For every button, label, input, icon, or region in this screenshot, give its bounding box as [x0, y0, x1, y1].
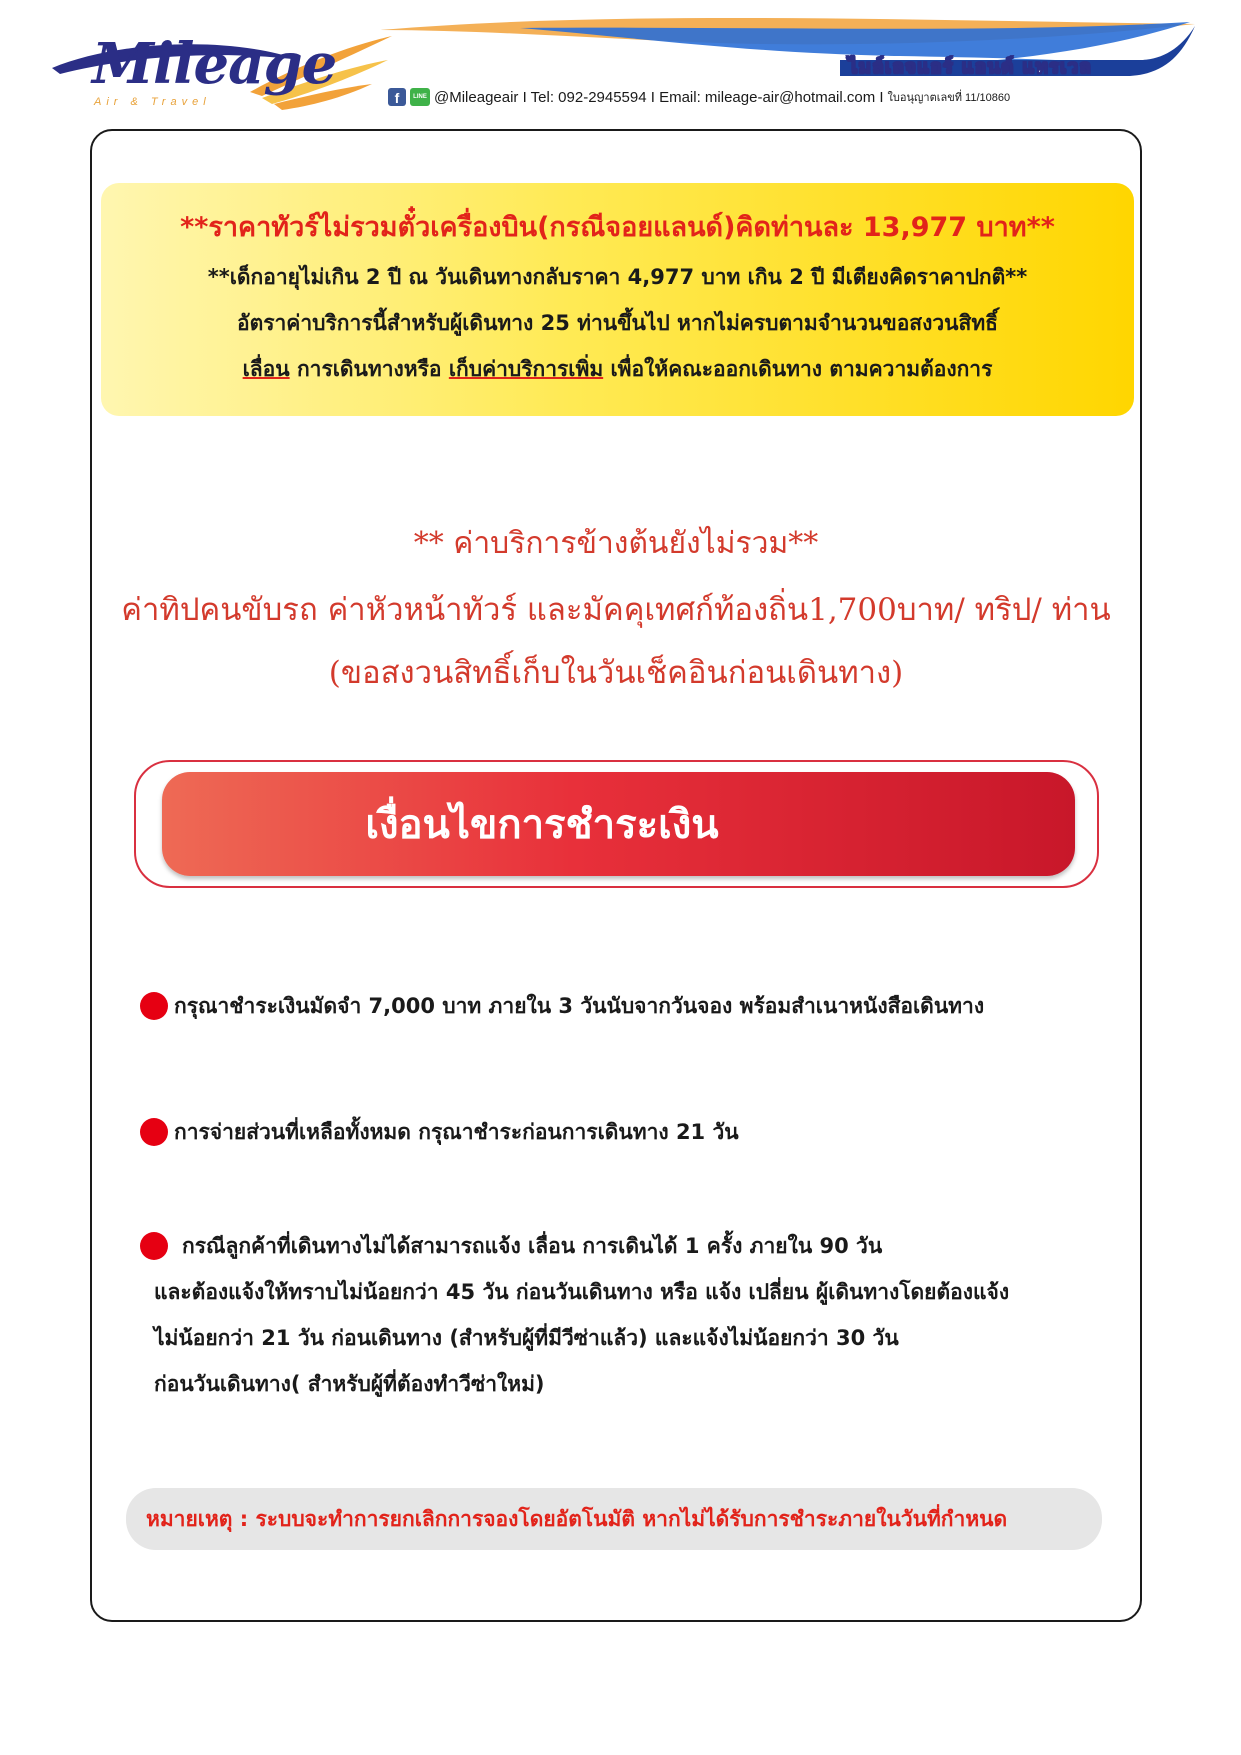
bullet-icon [140, 1118, 168, 1146]
minimum-group-note: อัตราค่าบริการนี้สำหรับผู้เดินทาง 25 ท่านขึ้นไป หากไม่ครบตามจำนวนขอสงวนสิทธิ์ [236, 311, 999, 335]
brand-thai-name: ไมล์เลจแอร์ แอนด์ แทรเวล [848, 56, 1092, 78]
remark-text: หมายเหตุ : ระบบจะทำการยกเลิกการจองโดยอัตโนมัติ หากไม่ได้รับการชำระภายในวันที่กำหนด [146, 1507, 1008, 1531]
license-number: ใบอนุญาตเลขที่ 11/10860 [887, 92, 1011, 104]
condition-change-line-4: ก่อนวันเดินทาง( สำหรับผู้ที่ต้องทำวีซ่าใหม่) [154, 1372, 545, 1396]
condition-change-line-3: ไม่น้อยกว่า 21 วัน ก่อนเดินทาง (สำหรับผู้ที่มีวีซ่าแล้ว) และแจ้งไม่น้อยกว่า 30 วัน [154, 1326, 899, 1350]
extra-charge-keyword: เก็บค่าบริการเพิ่ม [448, 357, 604, 381]
postpone-keyword: เลื่อน [242, 357, 290, 381]
price-box [101, 183, 1134, 416]
condition-deposit: กรุณาชำระเงินมัดจำ 7,000 บาท ภายใน 3 วันนับจากวันจอง พร้อมสำเนาหนังสือเดินทาง [174, 994, 985, 1018]
bullet-icon [140, 992, 168, 1020]
tour-price-headline: **ราคาทัวร์ไม่รวมตั๋วเครื่องบิน(กรณีจอยแลนด์)คิดท่านละ 13,977 บาท** [180, 212, 1055, 243]
contact-bar [388, 86, 1010, 108]
tip-fee-note: ค่าทิปคนขับรถ ค่าหัวหน้าทัวร์ และมัคคุเทศก์ท้องถิ่น1,700บาท/ ทริป/ ท่าน [121, 592, 1111, 628]
reschedule-note [101, 353, 1134, 386]
tip-collection-note: (ขอสงวนสิทธิ์เก็บในวันเช็คอินก่อนเดินทาง) [328, 655, 904, 691]
page-header [0, 0, 1241, 120]
facebook-icon[interactable]: f [388, 88, 406, 106]
excluded-fees-heading: ** ค่าบริการข้างต้นยังไม่รวม** [413, 526, 819, 561]
logo-wordmark: Mileage [92, 31, 337, 97]
condition-balance: การจ่ายส่วนที่เหลือทั้งหมด กรุณาชำระก่อนการเดินทาง 21 วัน [174, 1120, 739, 1144]
reschedule-text: การเดินทางหรือ [289, 357, 449, 381]
bullet-icon [140, 1232, 168, 1260]
contact-text: @Mileageair I Tel: 092-2945594 I Email: mileage-air@hotmail.com I [434, 88, 884, 106]
condition-change-line-2: และต้องแจ้งให้ทราบไม่น้อยกว่า 45 วัน ก่อนวันเดินทาง หรือ แจ้ง เปลี่ยน ผู้เดินทางโดยต้องแจ้ง [154, 1280, 1010, 1304]
child-price-note: **เด็กอายุไม่เกิน 2 ปี ณ วันเดินทางกลับราคา 4,977 บาท เกิน 2 ปี มีเตียงคิดราคาปกติ** [207, 265, 1028, 289]
reschedule-text-end: เพื่อให้คณะออกเดินทาง ตามความต้องการ [603, 357, 993, 381]
condition-change-line-1: กรณีลูกค้าที่เดินทางไม่ได้สามารถแจ้ง เลื่อน การเดินได้ 1 ครั้ง ภายใน 90 วัน [182, 1234, 883, 1258]
line-icon[interactable]: LINE [410, 88, 430, 106]
logo-tagline: Air & Travel [94, 96, 211, 108]
payment-title: เงื่อนไขการชำระเงิน [365, 802, 719, 848]
